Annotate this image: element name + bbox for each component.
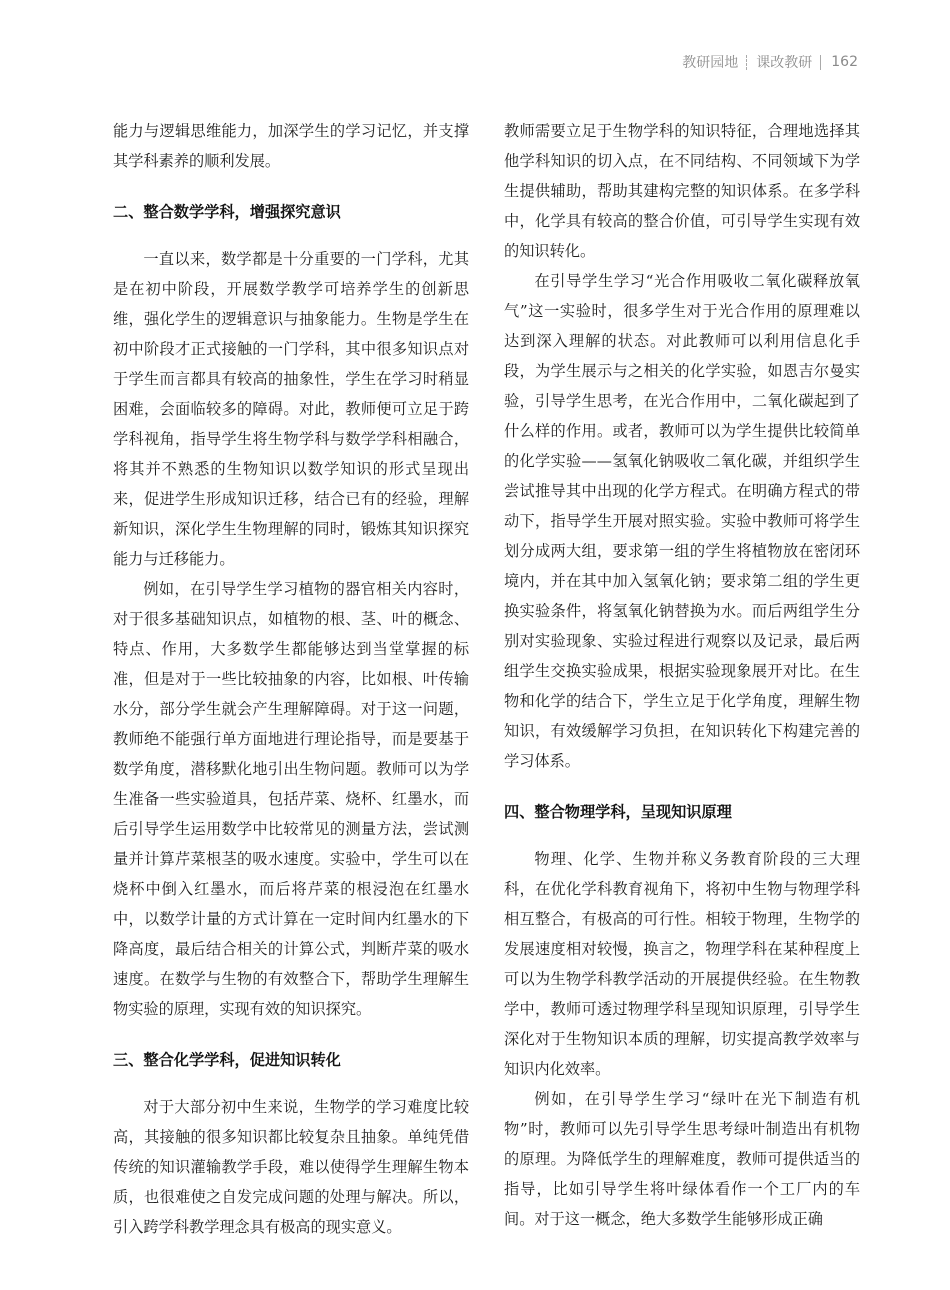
header-column: 课改教研	[756, 55, 813, 71]
section-heading-math: 二、整合数学学科，增强探究意识	[113, 203, 341, 221]
paragraph: 物理、化学、生物并称义务教育阶段的三大理科，在优化学科教育视角下，将初中生物与物理学科相互整合，有极高的可行性。相较于物理，生物学的发展速度相对较慢，换言之，物理学科在某种程度上可以为生物学科教学活动的开展提供经验。在生物教学中，教师可透过物理学科呈现知识原理，引导学生深化对于生物知识本质的理解，切实提高教学效率与知识内化效率。	[504, 850, 860, 1078]
paragraph: 教师需要立足于生物学科的知识特征，合理地选择其他学科知识的切入点，在不同结构、不同领域下为学生提供辅助，帮助其建构完整的知识体系。在多学科中，化学具有较高的整合价值，可引导学生实现有效的知识转化。	[504, 122, 860, 260]
paragraph: 对于大部分初中生来说，生物学的学习难度比较高，其接触的很多知识都比较复杂且抽象。单纯凭借传统的知识灌输教学手段，难以使得学生理解生物本质，也很难使之自发完成问题的处理与解决。所以，引入跨学科教学理念具有极高的现实意义。	[113, 1098, 469, 1236]
paragraph: 例如，在引导学生学习植物的器官相关内容时，对于很多基础知识点，如植物的根、茎、叶的概念、特点、作用，大多数学生都能够达到当堂掌握的标准，但是对于一些比较抽象的内容，比如根、叶传输水分，部分学生就会产生理解障碍。对于这一问题，教师绝不能强行单方面地进行理论指导，而是要基于数学角度，潜移默化地引出生物问题。教师可以为学生准备一些实验道具，包括芹菜、烧杯、红墨水，而后引导学生运用数学中比较常见的测量方法，尝试测量并计算芹菜根茎的吸水速度。实验中，学生可以在烧杯中倒入红墨水，而后将芹菜的根浸泡在红墨水中，以数学计量的方式计算在一定时间内红墨水的下降高度，最后结合相关的计算公式，判断芹菜的吸水速度。在数学与生物的有效整合下，帮助学生理解生物实验的原理，实现有效的知识探究。	[113, 580, 469, 1018]
paragraph: 一直以来，数学都是十分重要的一门学科，尤其是在初中阶段，开展数学教学可培养学生的创新思维，强化学生的逻辑意识与抽象能力。生物是学生在初中阶段才正式接触的一门学科，其中很多知识点对于学生而言都具有较高的抽象性，学生在学习时稍显困难，会面临较多的障碍。对此，教师便可立足于跨学科视角，指导学生将生物学科与数学学科相融合，将其并不熟悉的生物知识以数学知识的形式呈现出来，促进学生形成知识迁移，结合已有的经验，理解新知识，深化学生生物理解的同时，锻炼其知识探究能力与迁移能力。	[113, 250, 469, 568]
section-heading-chemistry: 三、整合化学学科，促进知识转化	[113, 1051, 341, 1069]
running-header	[682, 52, 858, 72]
header-divider	[746, 55, 748, 70]
header-divider	[820, 55, 821, 70]
header-section: 教研园地	[682, 55, 739, 71]
paragraph: 能力与逻辑思维能力，加深学生的学习记忆，并支撑其学科素养的顺利发展。	[113, 122, 469, 170]
paragraph: 例如，在引导学生学习“绿叶在光下制造有机物”时，教师可以先引导学生思考绿叶制造出有机物的原理。为降低学生的理解难度，教师可提供适当的指导，比如引导学生将叶绿体看作一个工厂内的车间。对于这一概念，绝大多数学生能够形成正确	[504, 1090, 860, 1228]
paragraph: 在引导学生学习“光合作用吸收二氧化碳释放氧气”这一实验时，很多学生对于光合作用的原理难以达到深入理解的状态。对此教师可以利用信息化手段，为学生展示与之相关的化学实验，如恩吉尔曼实验，引导学生思考，在光合作用中，二氧化碳起到了什么样的作用。或者，教师可以为学生提供比较简单的化学实验——氢氧化钠吸收二氧化碳，并组织学生尝试推导其中出现的化学方程式。在明确方程式的带动下，指导学生开展对照实验。实验中教师可将学生划分成两大组，要求第一组的学生将植物放在密闭环境内，并在其中加入氢氧化钠；要求第二组的学生更换实验条件，将氢氧化钠替换为水。而后两组学生分别对实验现象、实验过程进行观察以及记录，最后两组学生交换实验成果，根据实验现象展开对比。在生物和化学的结合下，学生立足于化学角度，理解生物知识，有效缓解学习负担，在知识转化下构建完善的学习体系。	[504, 272, 860, 770]
right-column	[504, 116, 860, 1234]
page-number: 162	[831, 54, 858, 70]
section-heading-physics: 四、整合物理学科，呈现知识原理	[504, 803, 732, 821]
left-column	[113, 116, 469, 1242]
